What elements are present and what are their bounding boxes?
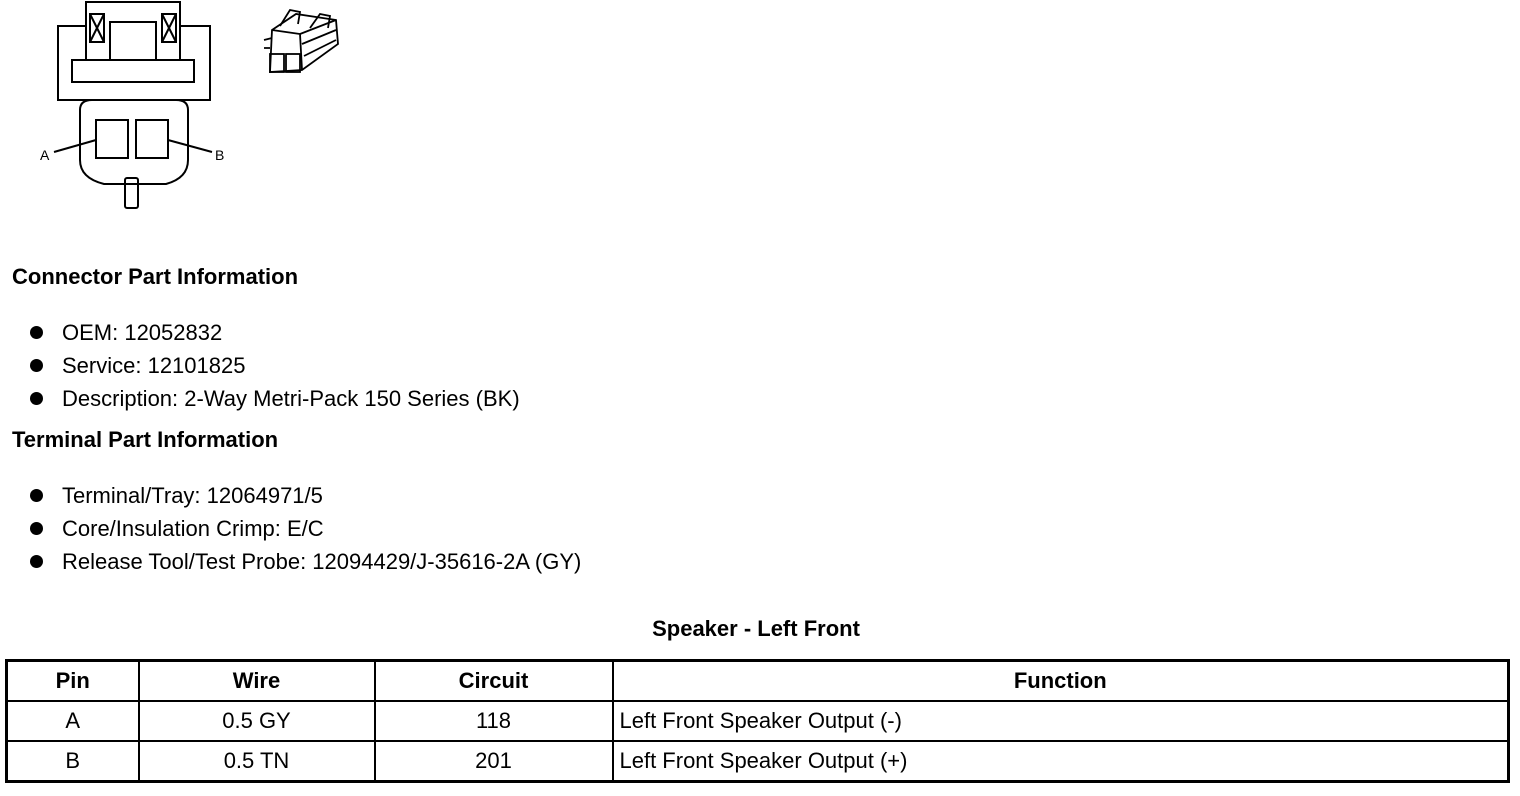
- pin-label-b: B: [215, 147, 225, 163]
- pin-column-header: Pin: [7, 661, 139, 702]
- connector-iso-thumbnail: [0, 0, 360, 100]
- list-item: [28, 512, 581, 545]
- wire-cell: 0.5 TN: [139, 741, 375, 782]
- terminal-tray-text: Terminal/Tray: 12064971/5: [62, 483, 323, 508]
- list-item: [28, 545, 581, 578]
- function-cell: Left Front Speaker Output (-): [613, 701, 1509, 741]
- connector-part-info-heading: Connector Part Information: [12, 264, 299, 289]
- table-title: Speaker - Left Front: [652, 616, 860, 641]
- list-item: [28, 479, 581, 512]
- description-text: Description: 2-Way Metri-Pack 150 Series (BK): [62, 386, 520, 411]
- release-tool-text: Release Tool/Test Probe: 12094429/J-35616-2A (GY): [62, 549, 582, 574]
- bullet-icon: [30, 392, 43, 405]
- list-item: [28, 316, 520, 349]
- table-row: [7, 701, 1509, 741]
- bullet-icon: [30, 522, 43, 535]
- service-part-text: Service: 12101825: [62, 353, 246, 378]
- bullet-icon: [30, 326, 43, 339]
- function-cell: Left Front Speaker Output (+): [613, 741, 1509, 782]
- table-row: [7, 741, 1509, 782]
- pinout-table: [5, 659, 1510, 783]
- connector-part-info-list: [28, 316, 520, 415]
- oem-part-text: OEM: 12052832: [62, 320, 223, 345]
- bullet-icon: [30, 555, 43, 568]
- circuit-cell: 201: [375, 741, 613, 782]
- circuit-cell: 118: [375, 701, 613, 741]
- wire-cell: 0.5 GY: [139, 701, 375, 741]
- pin-cell: B: [7, 741, 139, 782]
- terminal-part-info-heading: Terminal Part Information: [12, 427, 279, 452]
- crimp-text: Core/Insulation Crimp: E/C: [62, 516, 324, 541]
- pin-label-a: A: [40, 147, 50, 163]
- function-column-header: Function: [613, 661, 1509, 702]
- pin-cell: A: [7, 701, 139, 741]
- wire-column-header: Wire: [139, 661, 375, 702]
- bullet-icon: [30, 489, 43, 502]
- bullet-icon: [30, 359, 43, 372]
- table-header-row: [7, 661, 1509, 702]
- list-item: [28, 349, 520, 382]
- list-item: [28, 382, 520, 415]
- circuit-column-header: Circuit: [375, 661, 613, 702]
- terminal-part-info-list: [28, 479, 581, 578]
